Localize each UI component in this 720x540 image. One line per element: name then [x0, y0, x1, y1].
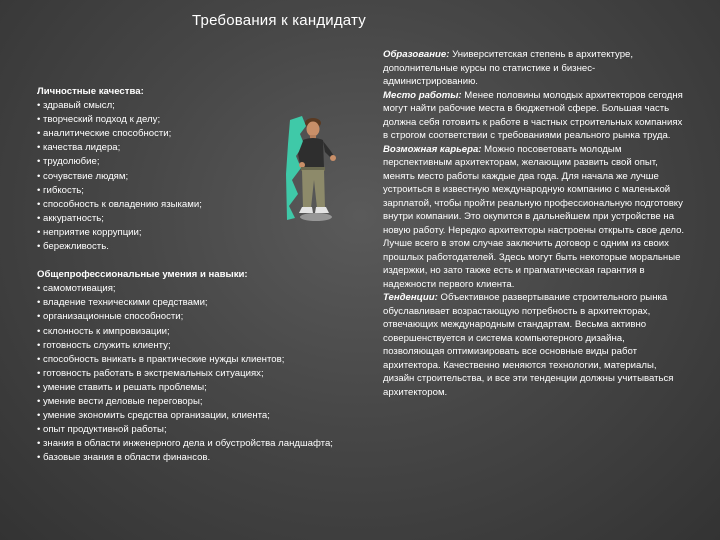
professional-item: • владение техническими средствами;	[37, 297, 208, 309]
workplace-text: Менее половины молодых архитекторов сегодня могут найти рабочие места в бюджетной сфере. Большая часть должна себя готовить к работе в частных строительных компаниях в строгом соответствии с требованиями реального рынка труда.	[383, 89, 683, 141]
education-paragraph	[383, 48, 688, 89]
professional-item: • самомотивация;	[37, 283, 116, 295]
personal-item: • здравый смысл;	[37, 100, 115, 112]
education-text: Университетская степень в архитектуре, дополнительные курсы по статистике и бизнес-администрированию.	[383, 49, 634, 87]
professional-item: • организационные способности;	[37, 311, 184, 323]
person-figure-illustration	[286, 114, 342, 222]
workplace-paragraph	[383, 89, 688, 143]
career-label: Возможная карьера:	[383, 143, 482, 155]
personal-item: • сочувствие людям;	[37, 170, 129, 182]
personal-item: • творческий подход к делу;	[37, 114, 161, 126]
section-spacer	[37, 254, 367, 268]
right-column	[383, 48, 688, 399]
career-paragraph	[383, 143, 688, 292]
professional-item: • склонность к импровизации;	[37, 325, 170, 337]
personal-item: • качества лидера;	[37, 142, 121, 154]
trends-paragraph	[383, 291, 688, 399]
personal-item: • способность к овладению языками;	[37, 198, 202, 210]
personal-item: • гибкость;	[37, 184, 84, 196]
personal-item: • бережливость.	[37, 241, 109, 253]
professional-item: • готовность служить клиенту;	[37, 339, 171, 351]
professional-item: • опыт продуктивной работы;	[37, 424, 167, 436]
professional-item: • умение экономить средства организации, клиента;	[37, 410, 270, 422]
professional-item: • базовые знания в области финансов.	[37, 452, 211, 464]
slide-title: Требования к кандидату	[192, 12, 366, 29]
personal-qualities-heading: Личностные качества:	[37, 86, 144, 97]
trends-label: Тенденции:	[383, 292, 438, 303]
personal-item: • трудолюбие;	[37, 156, 100, 168]
career-text: Можно посоветовать молодым перспективным архитекторам, желающим развить свой опыт, менять место работы каждые два года. Для начала же лучше устроиться в известную международную компанию с маленькой зарплатой, чтобы пройти реальную профессиональную подготовку внутри компании. Это окупится в дальнейшем при устройстве на новую работу. Нередко архитекторы настроены открыть свое дело. Лучше всего в этом случае заключить договор с одним из своих прошлых работодателей. Здесь могут быть некоторые моральные издержки, но зато также есть и прагматическая гарантия в надежности первого клиента.	[383, 143, 685, 290]
personal-item: • аккуратность;	[37, 212, 104, 224]
professional-item: • умение вести деловые переговоры;	[37, 395, 203, 407]
professional-item: • готовность работать в экстремальных ситуациях;	[37, 367, 264, 379]
workplace-label: Место работы:	[383, 89, 462, 101]
professional-item: • знания в области инженерного дела и обустройства ландшафта;	[37, 438, 333, 450]
personal-item: • аналитические способности;	[37, 128, 172, 140]
personal-item: • неприятие коррупции;	[37, 226, 142, 238]
professional-item: • умение ставить и решать проблемы;	[37, 381, 207, 393]
trends-text: Объективное развертывание строительного рынка обуславливает возрастающую потребность в архитекторах, отвечающих международным стандартам. Весьма активно совершенствуется и система компьютерного дизайна, позволяющая оптимизировать все основные виды работ архитектора. Качественно меняются технологии, материалы, дизайн строительства, и все эти тенденции должны учитываться архитектором.	[383, 292, 674, 398]
professional-skills-heading: Общепрофессиональные умения и навыки:	[37, 269, 248, 281]
professional-item: • способность вникать в практические нужды клиентов;	[37, 353, 285, 365]
education-label: Образование:	[383, 49, 450, 60]
